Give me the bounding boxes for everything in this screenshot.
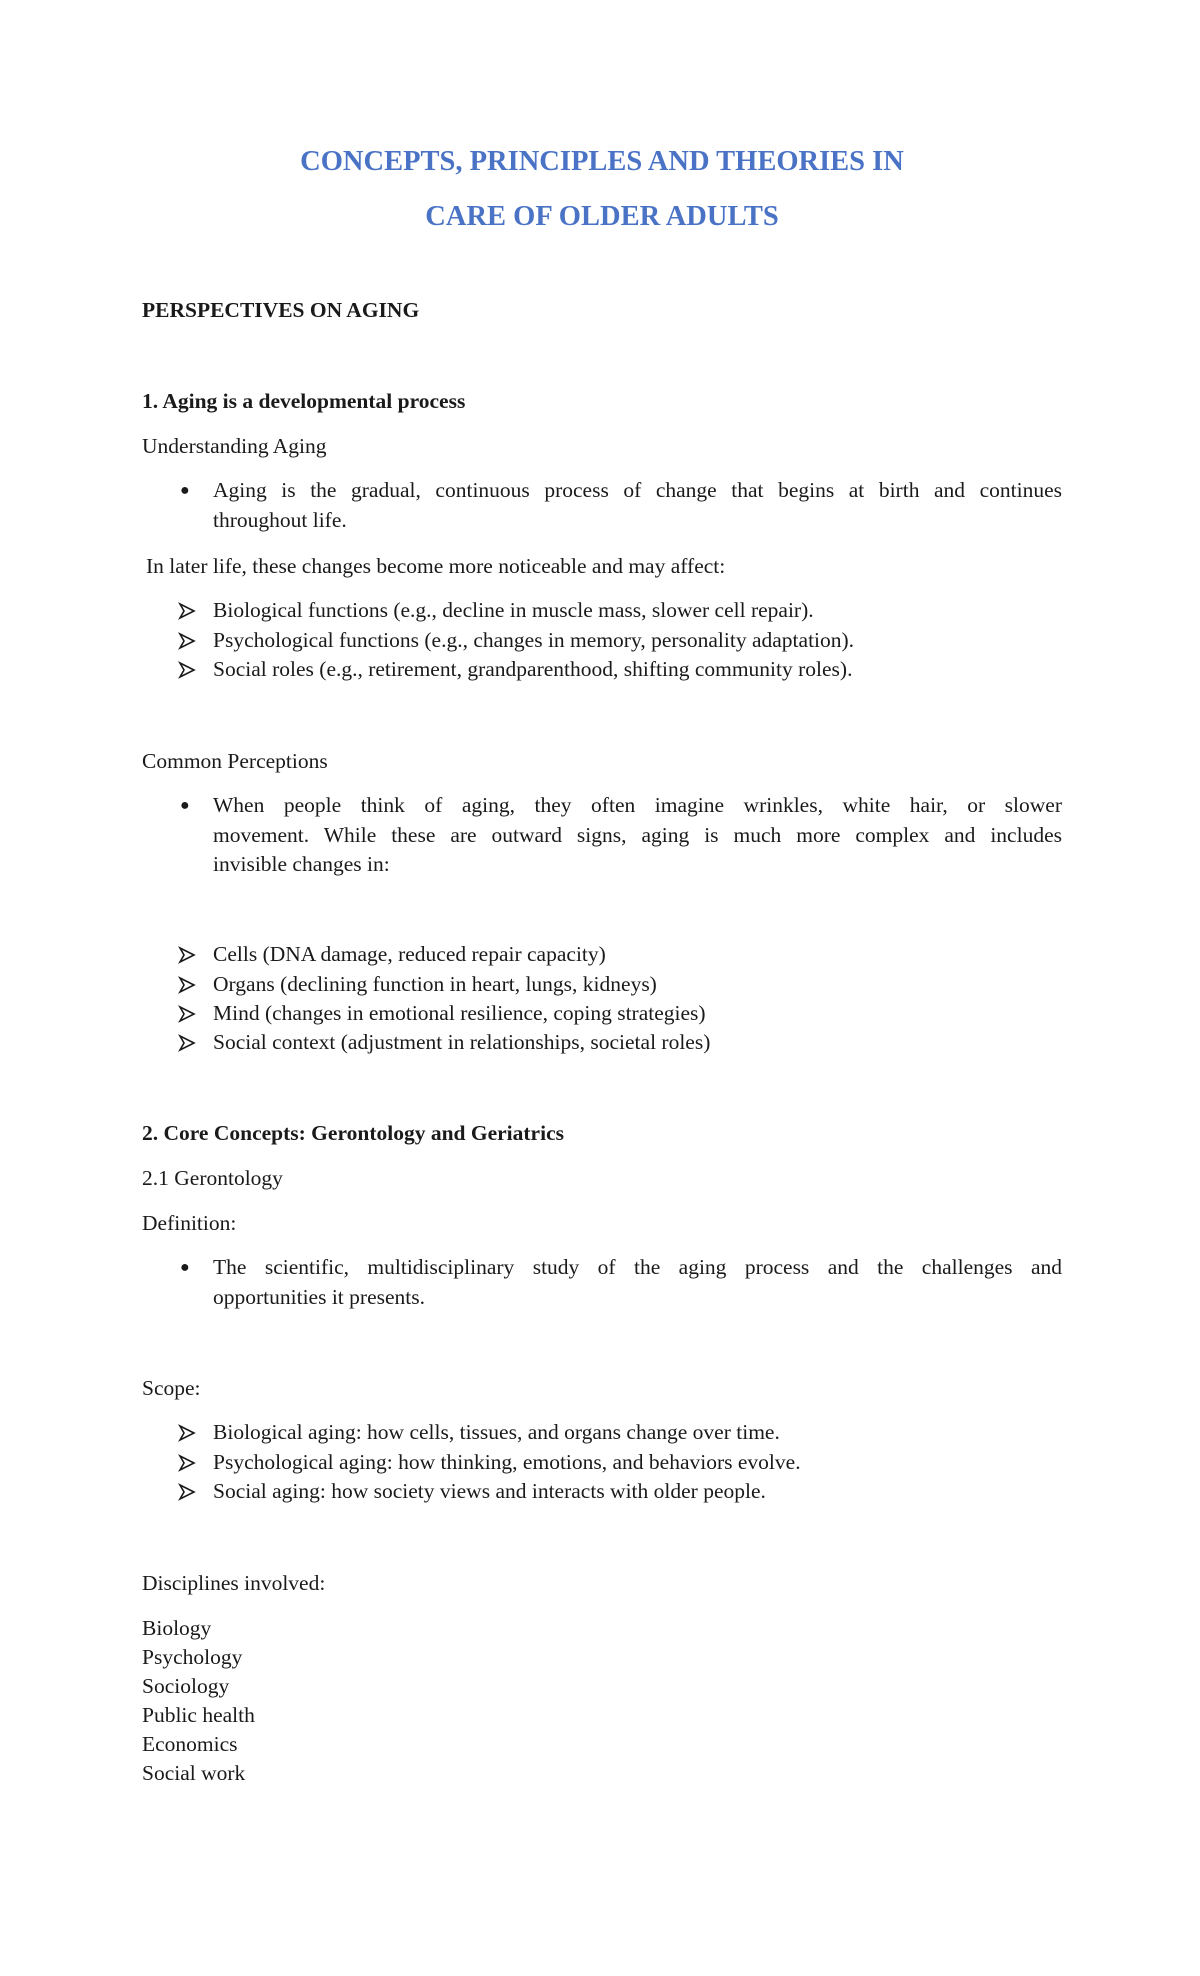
scope-item-text: Biological aging: how cells, tissues, and organs change over time.: [213, 1420, 780, 1444]
disciplines-label: Disciplines involved:: [142, 1571, 326, 1595]
bullet-dot-icon: ●: [180, 1259, 190, 1276]
perceptions-line2: movement. While these are outward signs, aging is much more complex and includes: [213, 823, 1062, 847]
arrowhead-icon: [178, 970, 202, 994]
scope-item-text: Social aging: how society views and interacts with older people.: [213, 1479, 766, 1503]
discipline-item: Social work: [142, 1761, 246, 1785]
arrowhead-icon: [178, 1028, 202, 1052]
understanding-bullet-line1: Aging is the gradual, continuous process of change that begins at birth and continues: [213, 478, 1062, 502]
discipline-item: Biology: [142, 1616, 212, 1640]
invisible-change-text: Cells (DNA damage, reduced repair capacity): [213, 942, 606, 966]
arrowhead-icon: [178, 596, 202, 620]
definition-line1: The scientific, multidisciplinary study of the aging process and the challenges and: [213, 1255, 1062, 1279]
discipline-item: Public health: [142, 1703, 255, 1727]
discipline-item: Psychology: [142, 1645, 243, 1669]
bullet-dot-icon: ●: [180, 797, 190, 814]
perceptions-line3: invisible changes in:: [213, 852, 390, 876]
understanding-bullet-line2: throughout life.: [213, 508, 347, 532]
arrowhead-icon: [178, 940, 202, 964]
document-title-line1: CONCEPTS, PRINCIPLES AND THEORIES IN: [300, 146, 904, 177]
effects-item-text: Social roles (e.g., retirement, grandparenthood, shifting community roles).: [213, 657, 853, 681]
arrowhead-icon: [178, 626, 202, 650]
perspectives-heading: PERSPECTIVES ON AGING: [142, 298, 420, 322]
invisible-change-text: Mind (changes in emotional resilience, coping strategies): [213, 1001, 706, 1025]
later-life-text: In later life, these changes become more noticeable and may affect:: [146, 554, 726, 578]
invisible-change-text: Organs (declining function in heart, lungs, kidneys): [213, 972, 657, 996]
section1-heading: 1. Aging is a developmental process: [142, 389, 466, 413]
arrowhead-icon: [178, 1477, 202, 1501]
scope-label: Scope:: [142, 1376, 201, 1400]
document-title-line2: CARE OF OLDER ADULTS: [425, 201, 779, 232]
discipline-item: Economics: [142, 1732, 238, 1756]
scope-item-text: Psychological aging: how thinking, emotions, and behaviors evolve.: [213, 1450, 801, 1474]
arrowhead-icon: [178, 655, 202, 679]
effects-item-text: Biological functions (e.g., decline in muscle mass, slower cell repair).: [213, 598, 814, 622]
common-perceptions-label: Common Perceptions: [142, 749, 328, 773]
understanding-aging-label: Understanding Aging: [142, 434, 327, 458]
gerontology-subheading: 2.1 Gerontology: [142, 1166, 283, 1190]
bullet-dot-icon: ●: [180, 482, 190, 499]
invisible-change-text: Social context (adjustment in relationships, societal roles): [213, 1030, 711, 1054]
definition-label: Definition:: [142, 1211, 237, 1235]
document-page: [142, 0, 1062, 1976]
perceptions-line1: When people think of aging, they often imagine wrinkles, white hair, or slower: [213, 793, 1062, 817]
arrowhead-icon: [178, 999, 202, 1023]
effects-item-text: Psychological functions (e.g., changes in memory, personality adaptation).: [213, 628, 855, 652]
arrowhead-icon: [178, 1418, 202, 1442]
section2-heading: 2. Core Concepts: Gerontology and Geriatrics: [142, 1121, 564, 1145]
discipline-item: Sociology: [142, 1674, 230, 1698]
arrowhead-icon: [178, 1448, 202, 1472]
definition-line2: opportunities it presents.: [213, 1285, 425, 1309]
